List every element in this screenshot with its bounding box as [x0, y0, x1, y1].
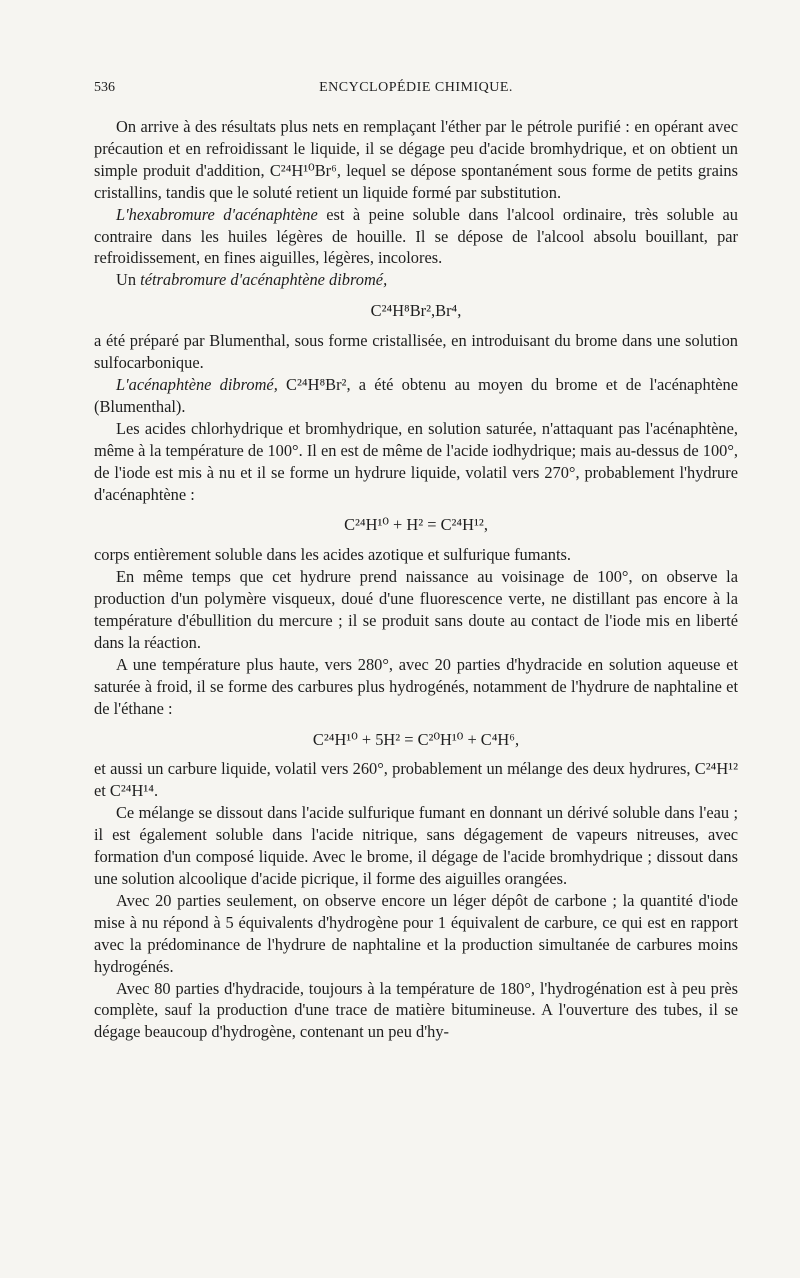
formula: C²⁴H⁸Br²,Br⁴, [370, 301, 462, 321]
running-title: ENCYCLOPÉDIE CHIMIQUE. [319, 80, 513, 95]
term-italic: tétrabromure d'acénaphtène dibromé, [140, 270, 388, 290]
formula: C²⁴H¹⁰ + 5H² = C²⁰H¹⁰ + C⁴H⁶, [312, 729, 520, 749]
paragraph: Avec 20 parties seulement, on observe encore un léger dépôt de carbone ; la quantité d'iode mise à nu répond à 5 équivalents d'hydrogène pour 1 équivalent de carbure, ce qui est en rapport avec la prédominance de l'hydrure de naphtaline et la production simultanée de carbures moins hydrogénés. [94, 890, 738, 976]
paragraph: a été préparé par Blumenthal, sous forme cristallisée, en introduisant du brome dans une solution sulfocarbonique. [94, 331, 738, 373]
page-body [94, 116, 738, 1043]
paragraph-text: C²⁴H⁸Br², a été obtenu au moyen du brome et de l'acénaphtène (Blumenthal). [94, 374, 738, 416]
paragraph [94, 374, 738, 418]
paragraph [94, 269, 738, 291]
paragraph: Avec 80 parties d'hydracide, toujours à la température de 180°, l'hydrogénation est à peu près complète, sauf la production d'une trace de matière bitumineuse. A l'ouverture des tubes, il se dégage beaucoup d'hydrogène, contenant un peu d'hy- [94, 978, 738, 1042]
term-italic: L'acénaphtène dibromé, [116, 374, 278, 394]
paragraph: et aussi un carbure liquide, volatil vers 260°, probablement un mélange des deux hydrures, C²⁴H¹² et C²⁴H¹⁴. [94, 759, 738, 801]
paragraph: corps entièrement soluble dans les acides azotique et sulfurique fumants. [94, 545, 572, 565]
paragraph [94, 204, 738, 270]
paragraph: On arrive à des résultats plus nets en remplaçant l'éther par le pétrole purifié : en opérant avec précaution et en refroidissant le liquide, il se dégage peu d'acide bromhydrique, et on obtient un simple produit d'addition, C²⁴H¹⁰Br⁶, lequel se dépose spontanément sous forme de petits grains cristallins, tandis que le soluté retient un liquide formé par substitution. [94, 117, 738, 202]
paragraph: Ce mélange se dissout dans l'acide sulfurique fumant en donnant un dérivé soluble dans l'eau ; il est également soluble dans l'acide nitrique, sans dégagement de vapeurs nitreuses, avec formation d'un composé liquide. Avec le brome, il dégage de l'acide bromhydrique ; dissout dans une solution alcoolique d'acide picrique, il forme des aiguilles orangées. [94, 803, 738, 888]
term-italic: L'hexabromure d'acénaphtène [116, 204, 318, 224]
paragraph: A une température plus haute, vers 280°, avec 20 parties d'hydracide en solution aqueuse et saturée à froid, il se forme des carbures plus hydrogénés, notamment de l'hydrure de naphtaline et de l'éthane : [94, 654, 738, 718]
page-number: 536 [94, 80, 115, 95]
paragraph: En même temps que cet hydrure prend naissance au voisinage de 100°, on observe la production d'un polymère visqueux, doué d'une fluorescence verte, ne distillant pas encore à la température d'ébullition du mercure ; il se produit sans doute au contact de l'iode mis en liberté dans la réaction. [94, 567, 738, 652]
formula: C²⁴H¹⁰ + H² = C²⁴H¹², [344, 515, 488, 535]
paragraph: Les acides chlorhydrique et bromhydrique, en solution saturée, n'attaquant pas l'acénaphtène, même à la température de 100°. Il en est de même de l'acide iodhydrique; mais au-dessus de 100°, de l'iode est mis à nu et il se forme un hydrure liquide, volatil vers 270°, probablement l'hydrure d'acénaphtène : [94, 418, 738, 504]
paragraph-text: est à peine soluble dans l'alcool ordinaire, très soluble au contraire dans les huiles légères de houille. Il se dépose de l'alcool absolu bouillant, par refroidissement, en fines aiguilles, légères, incolores. [94, 204, 738, 268]
paragraph-text: Un [116, 270, 141, 290]
